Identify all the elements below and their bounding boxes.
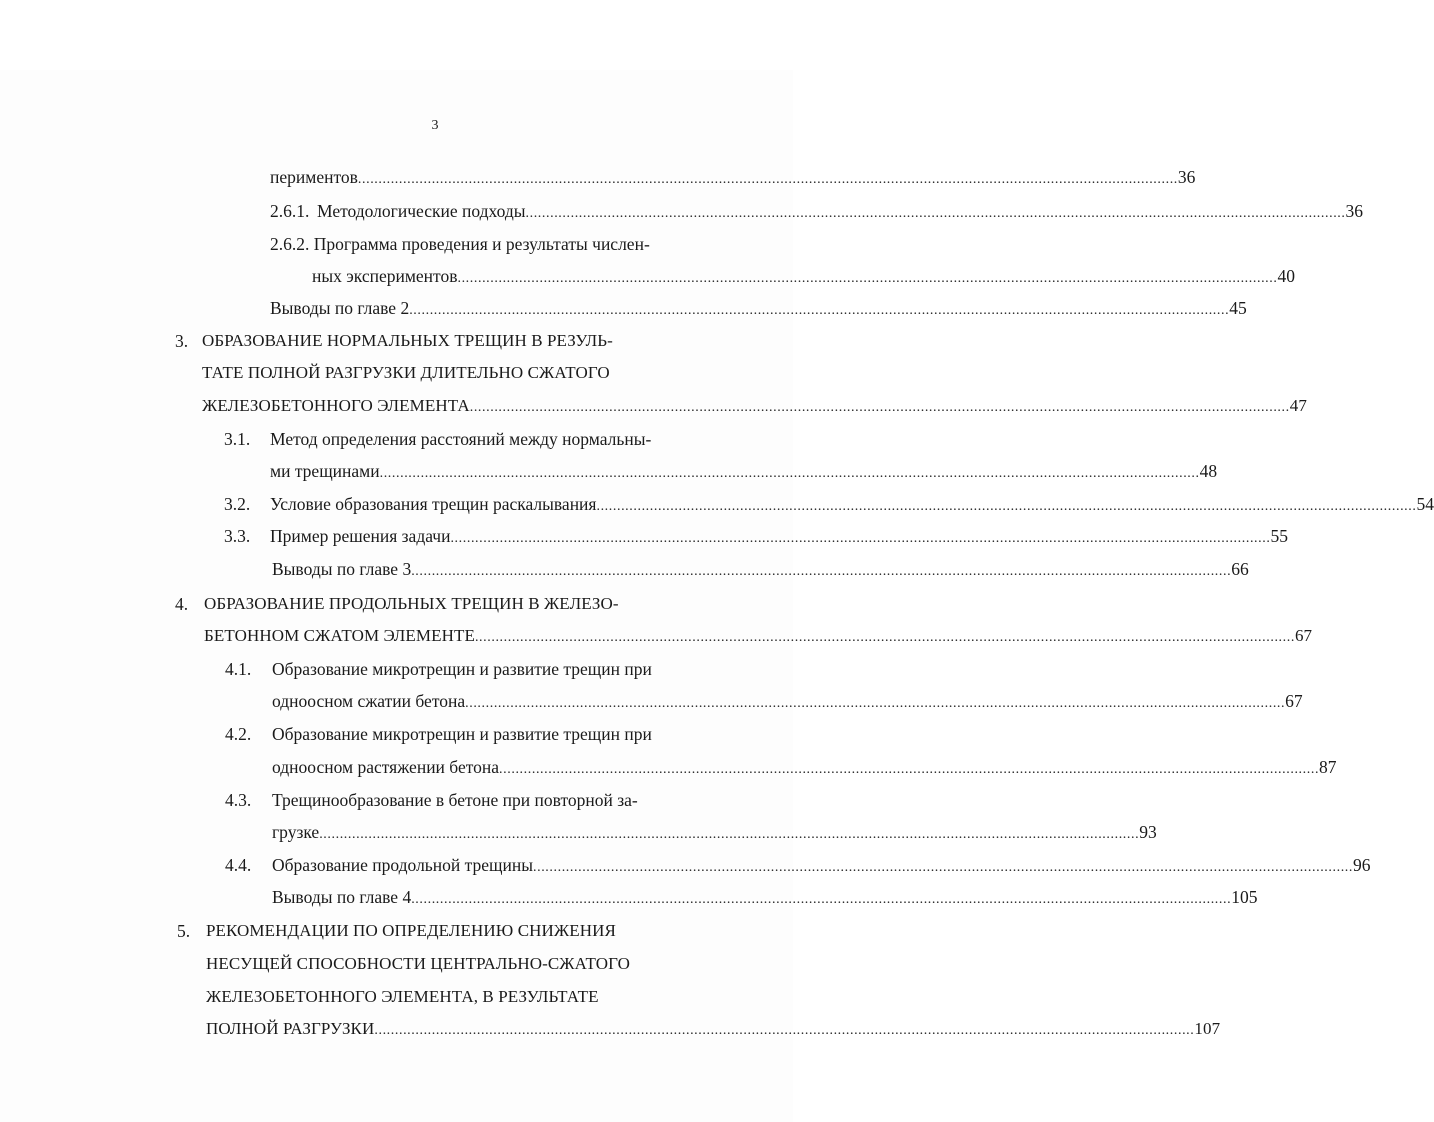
leader-dots: ........................................................................................................................................................................................................	[450, 531, 1271, 546]
toc-entry-number: 2.6.1.	[270, 201, 310, 221]
leader-dots: ........................................................................................................................................................................................................	[469, 400, 1290, 415]
toc-chapter-title: ПОЛНОЙ РАЗГРУЗКИ ........................................................................................................................................................................................................ 107	[206, 1018, 708, 1042]
toc-chapter-title: БЕТОННОМ СЖАТОМ ЭЛЕМЕНТЕ ........................................................................................................................................................................................................ 67	[204, 625, 698, 649]
toc-entry-continuation: одноосном сжатии бетона ........................................................................................................................................................................................................ 67	[272, 690, 704, 715]
toc-entry-number: 4.3.	[225, 790, 252, 810]
toc-entry: Выводы по главе 3 ........................................................................................................................................................................................................ 66	[272, 558, 698, 583]
toc-entry: Выводы по главе 2 ........................................................................................................................................................................................................ 45	[270, 297, 699, 322]
toc-entry: 2.6.2. Программа проведения и результаты числен-	[270, 234, 650, 254]
toc-entry-number: 3.1.	[224, 429, 251, 449]
leader-dots: ........................................................................................................................................................................................................	[533, 860, 1353, 875]
leader-dots: ........................................................................................................................................................................................................	[499, 762, 1320, 777]
leader-dots: ........................................................................................................................................................................................................	[411, 892, 1232, 907]
leader-dots: ........................................................................................................................................................................................................	[379, 466, 1200, 481]
leader-dots: ........................................................................................................................................................................................................	[596, 499, 1417, 514]
leader-dots: ........................................................................................................................................................................................................	[474, 630, 1295, 645]
toc-entry: Методологические подходы ........................................................................................................................................................................................................ 36	[317, 200, 693, 225]
toc-entry: Образование продольной трещины ........................................................................................................................................................................................................ 96	[272, 854, 704, 879]
toc-chapter-title: РЕКОМЕНДАЦИИ ПО ОПРЕДЕЛЕНИЮ СНИЖЕНИЯ	[206, 921, 616, 940]
toc-entry-number: 3.2.	[224, 494, 251, 514]
toc-entry-continuation: грузке ........................................................................................................................................................................................................ 93	[272, 821, 700, 846]
toc-entry-number: 4.4.	[225, 855, 252, 875]
toc-entry-number: 3.3.	[224, 526, 251, 546]
toc-entry: Трещинообразование в бетоне при повторной за-	[272, 790, 638, 810]
page-top-margin	[0, 0, 793, 70]
toc-entry: периментов ........................................................................................................................................................................................................ 36	[270, 166, 693, 191]
toc-entry: Образование микротрещин и развитие трещин при	[272, 724, 652, 744]
toc-chapter-title: ЖЕЛЕЗОБЕТОННОГО ЭЛЕМЕНТА ........................................................................................................................................................................................................ 47	[202, 395, 695, 419]
toc-entry-number: 4.1.	[225, 659, 252, 679]
toc-entry: Метод определения расстояний между нормальны-	[270, 429, 652, 449]
toc-entry-continuation: одноосном растяжении бетона ........................................................................................................................................................................................................ 87	[272, 756, 704, 781]
toc-entry-continuation: ми трещинами ........................................................................................................................................................................................................ 48	[270, 460, 698, 485]
toc-chapter-title: ОБРАЗОВАНИЕ ПРОДОЛЬНЫХ ТРЕЩИН В ЖЕЛЕЗО-	[204, 594, 619, 613]
leader-dots: ........................................................................................................................................................................................................	[357, 172, 1178, 187]
toc-chapter-title: ОБРАЗОВАНИЕ НОРМАЛЬНЫХ ТРЕЩИН В РЕЗУЛЬ-	[202, 331, 613, 350]
leader-dots: ........................................................................................................................................................................................................	[465, 696, 1286, 711]
toc-chapter-number: 4.	[175, 594, 189, 614]
toc-chapter-title: НЕСУЩЕЙ СПОСОБНОСТИ ЦЕНТРАЛЬНО-СЖАТОГО	[206, 954, 631, 973]
leader-dots: ........................................................................................................................................................................................................	[525, 206, 1346, 221]
leader-dots: ........................................................................................................................................................................................................	[411, 564, 1232, 579]
leader-dots: ........................................................................................................................................................................................................	[374, 1023, 1195, 1038]
toc-entry-number: 4.2.	[225, 724, 252, 744]
toc-entry: Условие образования трещин раскалывания ........................................................................................................................................................................................................ 54	[270, 493, 698, 518]
toc-chapter-number: 5.	[177, 921, 191, 941]
toc-chapter-title: ТАТЕ ПОЛНОЙ РАЗГРУЗКИ ДЛИТЕЛЬНО СЖАТОГО	[202, 363, 610, 382]
toc-entry: Образование микротрещин и развитие трещин при	[272, 659, 652, 679]
leader-dots: ........................................................................................................................................................................................................	[457, 271, 1278, 286]
page-number: 3	[431, 118, 439, 133]
toc-entry: Пример решения задачи ........................................................................................................................................................................................................ 55	[270, 525, 698, 550]
toc-chapter-number: 3.	[175, 331, 189, 351]
toc-entry-continuation: ных экспериментов ........................................................................................................................................................................................................ 40	[312, 265, 701, 290]
leader-dots: ........................................................................................................................................................................................................	[409, 303, 1230, 318]
toc-entry: Выводы по главе 4 ........................................................................................................................................................................................................ 105	[272, 886, 704, 911]
toc-chapter-title: ЖЕЛЕЗОБЕТОННОГО ЭЛЕМЕНТА, В РЕЗУЛЬТАТЕ	[206, 987, 599, 1006]
leader-dots: ........................................................................................................................................................................................................	[319, 827, 1140, 842]
